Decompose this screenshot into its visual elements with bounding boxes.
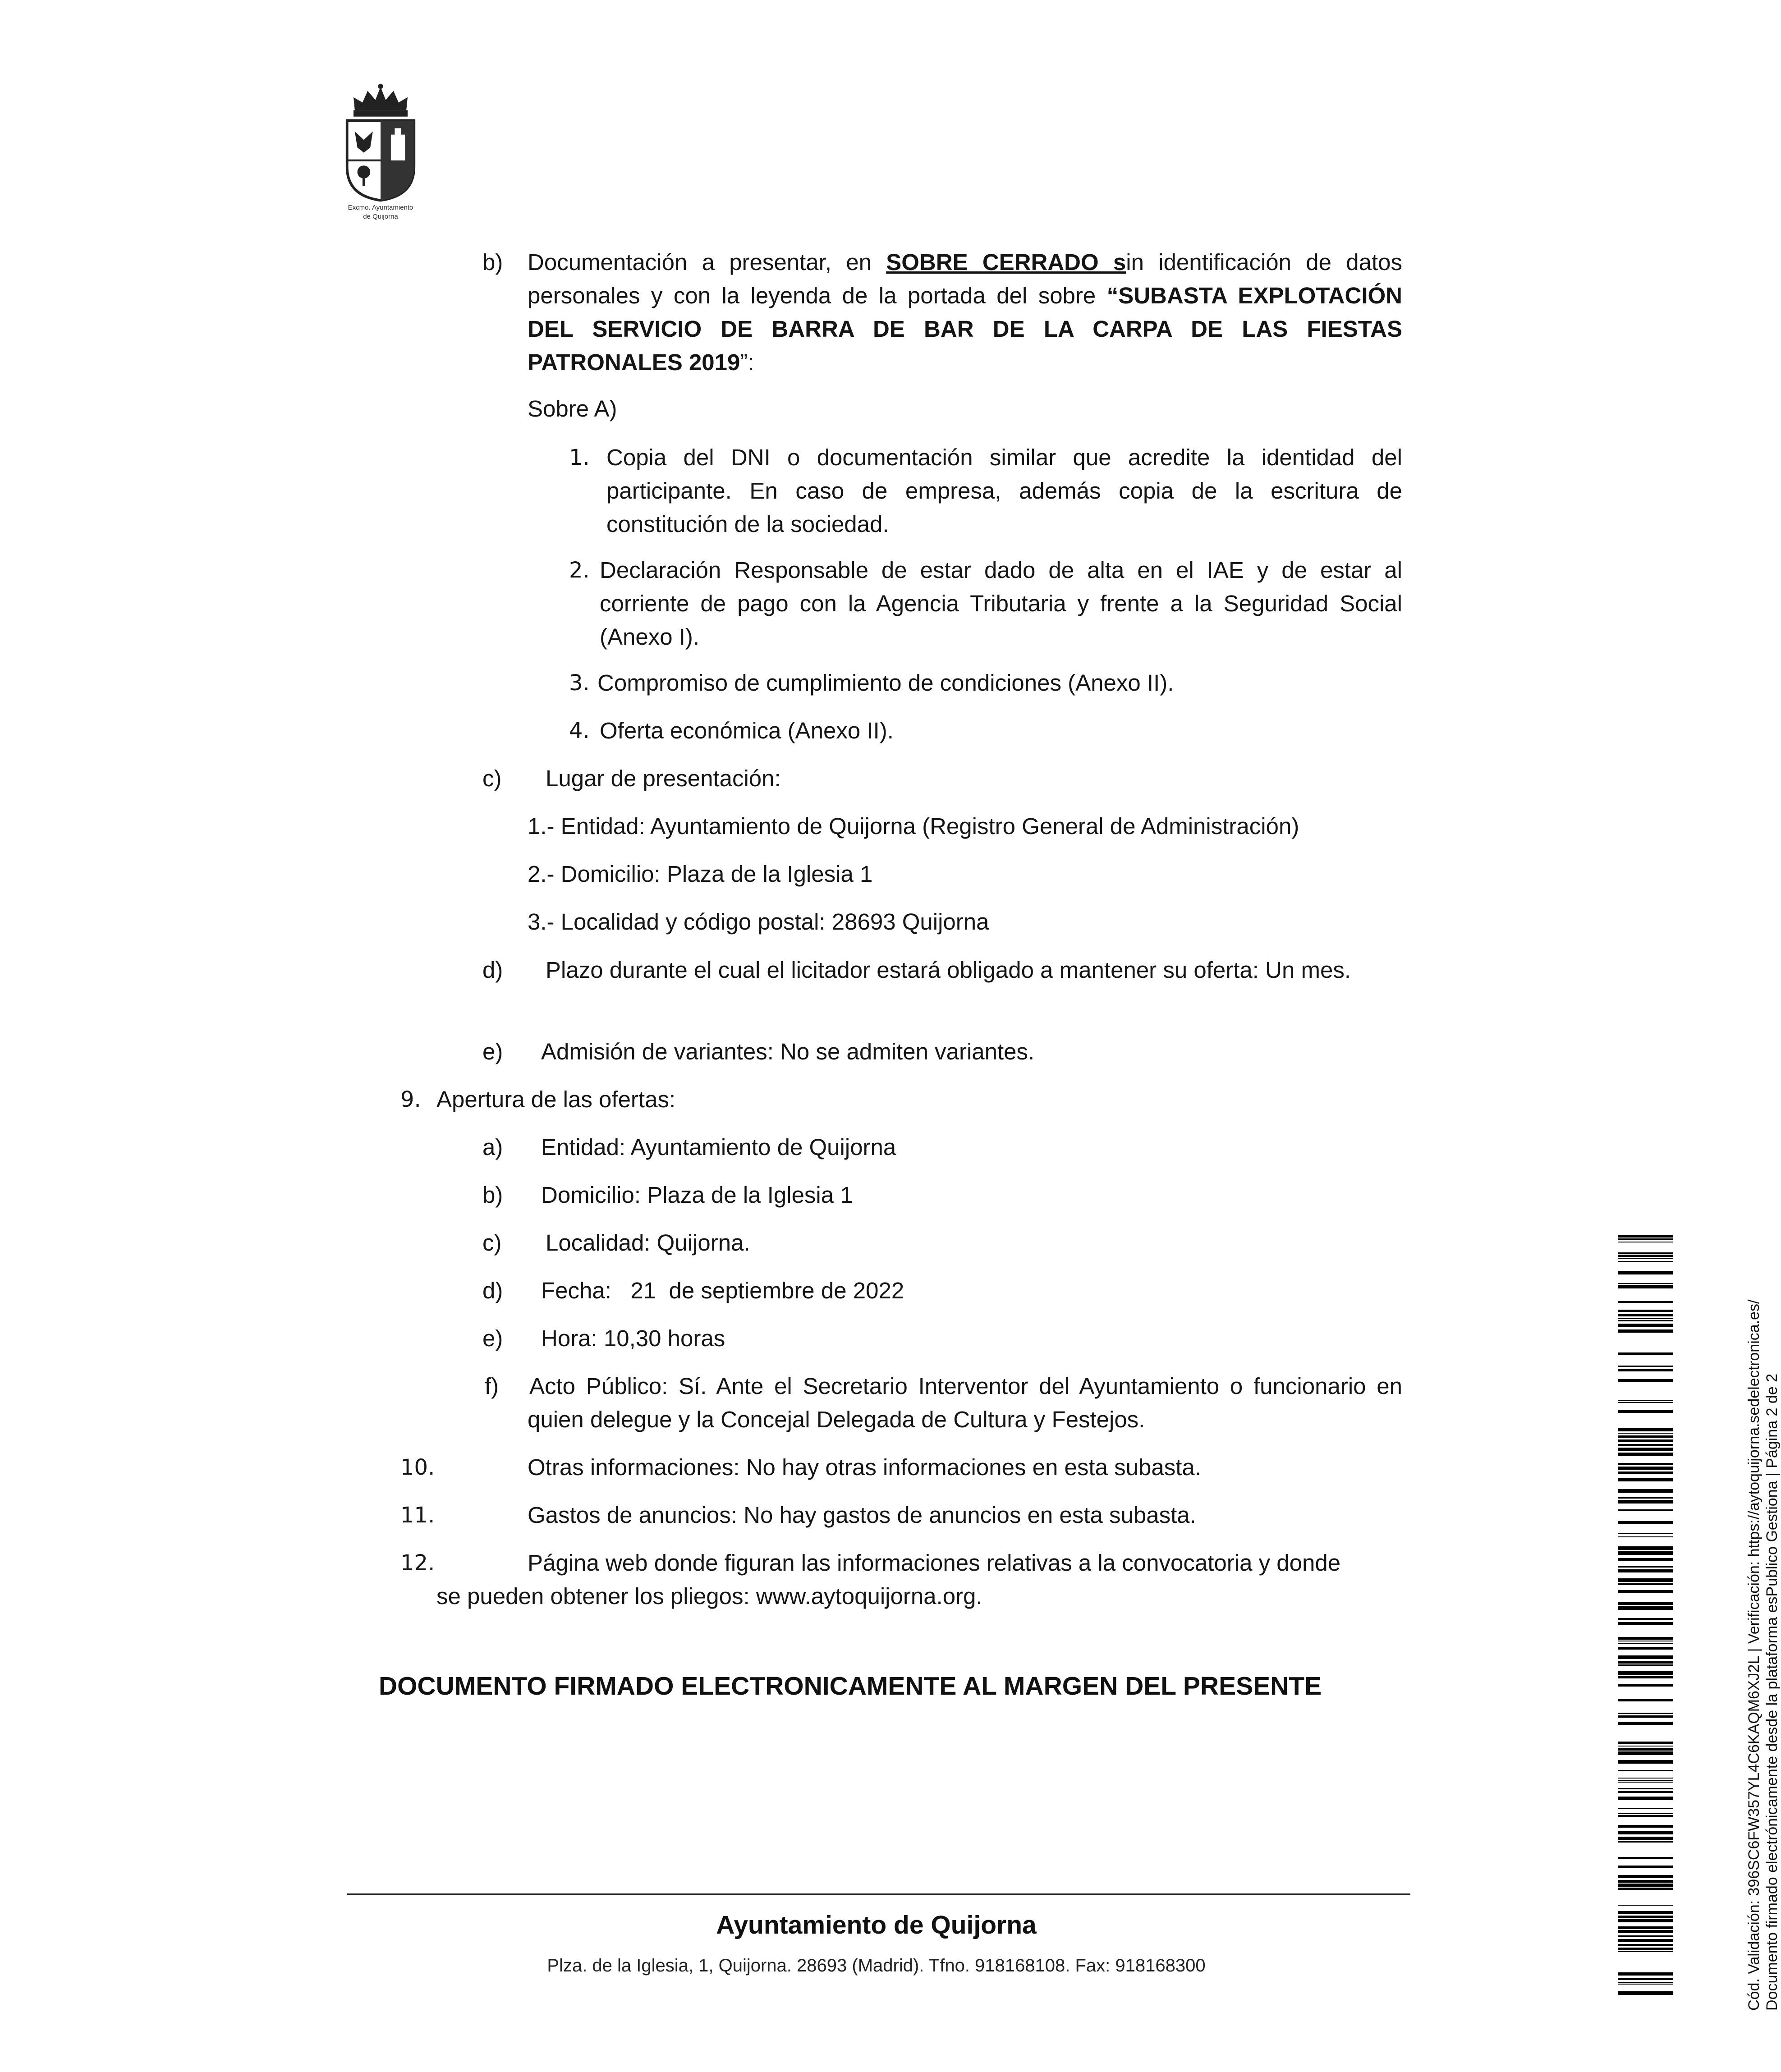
section-c-marker: c) — [482, 766, 502, 791]
barcode — [1618, 1235, 1673, 2006]
section-11-text: Gastos de anuncios: No hay gastos de anuncios en esta subasta. — [528, 1502, 1196, 1528]
list-item-number: 4. — [569, 718, 590, 743]
footer-organization: Ayuntamiento de Quijorna — [716, 1911, 1037, 1939]
list-item-text: Compromiso de cumplimiento de condiciones (Anexo II). — [597, 670, 1174, 696]
section-9-item-text: Hora: 10,30 horas — [541, 1325, 725, 1351]
section-9-item-marker: f) — [485, 1373, 499, 1399]
list-item-number: 3. — [569, 670, 590, 696]
section-9-item-marker: c) — [482, 1230, 502, 1256]
municipal-crest — [335, 83, 426, 223]
section-d-marker: d) — [482, 957, 503, 983]
list-item-text: Copia del DNI o documentación similar que acredite la identidad del participante. En caso de empresa, además copia de la escritura de constitución de la sociedad. — [606, 445, 1402, 537]
verification-code-line: Cód. Validación: 396SC6FW357YL4C6KAQM6XJ2L | Verificación: https://aytoquijorna.sedelectronica.es/ — [1745, 1299, 1763, 2011]
section-11-number: 11. — [400, 1503, 435, 1528]
section-d-text: Plazo durante el cual el licitador estará obligado a mantener su oferta: Un mes. — [546, 957, 1351, 983]
list-item-number: 2. — [569, 558, 590, 583]
section-9-item-text: Localidad: Quijorna. — [546, 1230, 750, 1256]
signature-platform-line: Documento firmado electrónicamente desde la plataforma esPublico Gestiona | Página 2 de 2 — [1763, 1373, 1781, 2011]
section-b-paragraph: Documentación a presentar, en SOBRE CERRADO sin identificación de datos personales y con la leyenda de la portada del sobre “SUBASTA EXPLOTACIÓN DEL SERVICIO DE BARRA DE BAR DE LA CARPA DE LAS FIESTAS PATRONALES 2019”: — [528, 249, 1402, 375]
section-9-item-text: Entidad: Ayuntamiento de Quijorna — [541, 1134, 896, 1160]
section-e-marker: e) — [482, 1039, 503, 1064]
section-12-text: se pueden obtener los pliegos: www.aytoquijorna.org. — [436, 1583, 982, 1609]
list-item-number: 1. — [569, 445, 590, 470]
section-c-item: 3.- Localidad y código postal: 28693 Quijorna — [528, 909, 989, 935]
section-c-title: Lugar de presentación: — [546, 766, 781, 791]
sobre-a-heading: Sobre A) — [528, 396, 617, 422]
section-9-item-text: Domicilio: Plaza de la Iglesia 1 — [541, 1182, 853, 1208]
section-12-text: Página web donde figuran las informaciones relativas a la convocatoria y donde — [528, 1550, 1341, 1576]
crest-icon — [335, 83, 426, 202]
section-9-item-marker: b) — [482, 1182, 503, 1208]
section-9-item-text: Acto Público: Sí. Ante el Secretario Interventor del Ayuntamiento o funcionario en quien delegue y la Concejal Delegada de Cultura y Festejos. — [528, 1373, 1402, 1432]
footer-divider — [347, 1893, 1410, 1895]
section-c-item: 2.- Domicilio: Plaza de la Iglesia 1 — [528, 861, 873, 887]
section-10-text: Otras informaciones: No hay otras informaciones en esta subasta. — [528, 1454, 1201, 1480]
section-9-title: Apertura de las ofertas: — [436, 1086, 676, 1112]
section-e-text: Admisión de variantes: No se admiten variantes. — [541, 1039, 1035, 1064]
section-10-number: 10. — [400, 1455, 435, 1480]
section-c-item: 1.- Entidad: Ayuntamiento de Quijorna (Registro General de Administración) — [528, 813, 1299, 839]
section-b-marker: b) — [482, 249, 503, 275]
section-12-number: 12. — [400, 1550, 435, 1576]
section-9-item-marker: d) — [482, 1278, 503, 1303]
list-item-text: Oferta económica (Anexo II). — [600, 718, 894, 743]
section-9-item-marker: a) — [482, 1134, 503, 1160]
crest-caption: Excmo. Ayuntamiento de Quijorna — [348, 204, 413, 220]
signed-notice: DOCUMENTO FIRMADO ELECTRONICAMENTE AL MARGEN DEL PRESENTE — [379, 1672, 1322, 1701]
section-9-item-text: Fecha: 21 de septiembre de 2022 — [541, 1278, 904, 1303]
section-9-number: 9. — [400, 1087, 421, 1112]
verification-sidebar — [1745, 1300, 1781, 2011]
list-item-text: Declaración Responsable de estar dado de alta en el IAE y de estar al corriente de pago con la Agencia Tributaria y frente a la Seguridad Social (Anexo I). — [600, 557, 1402, 650]
section-9-item-marker: e) — [482, 1325, 503, 1351]
footer-address: Plza. de la Iglesia, 1, Quijorna. 28693 (Madrid). Tfno. 918168108. Fax: 918168300 — [547, 1956, 1206, 1976]
